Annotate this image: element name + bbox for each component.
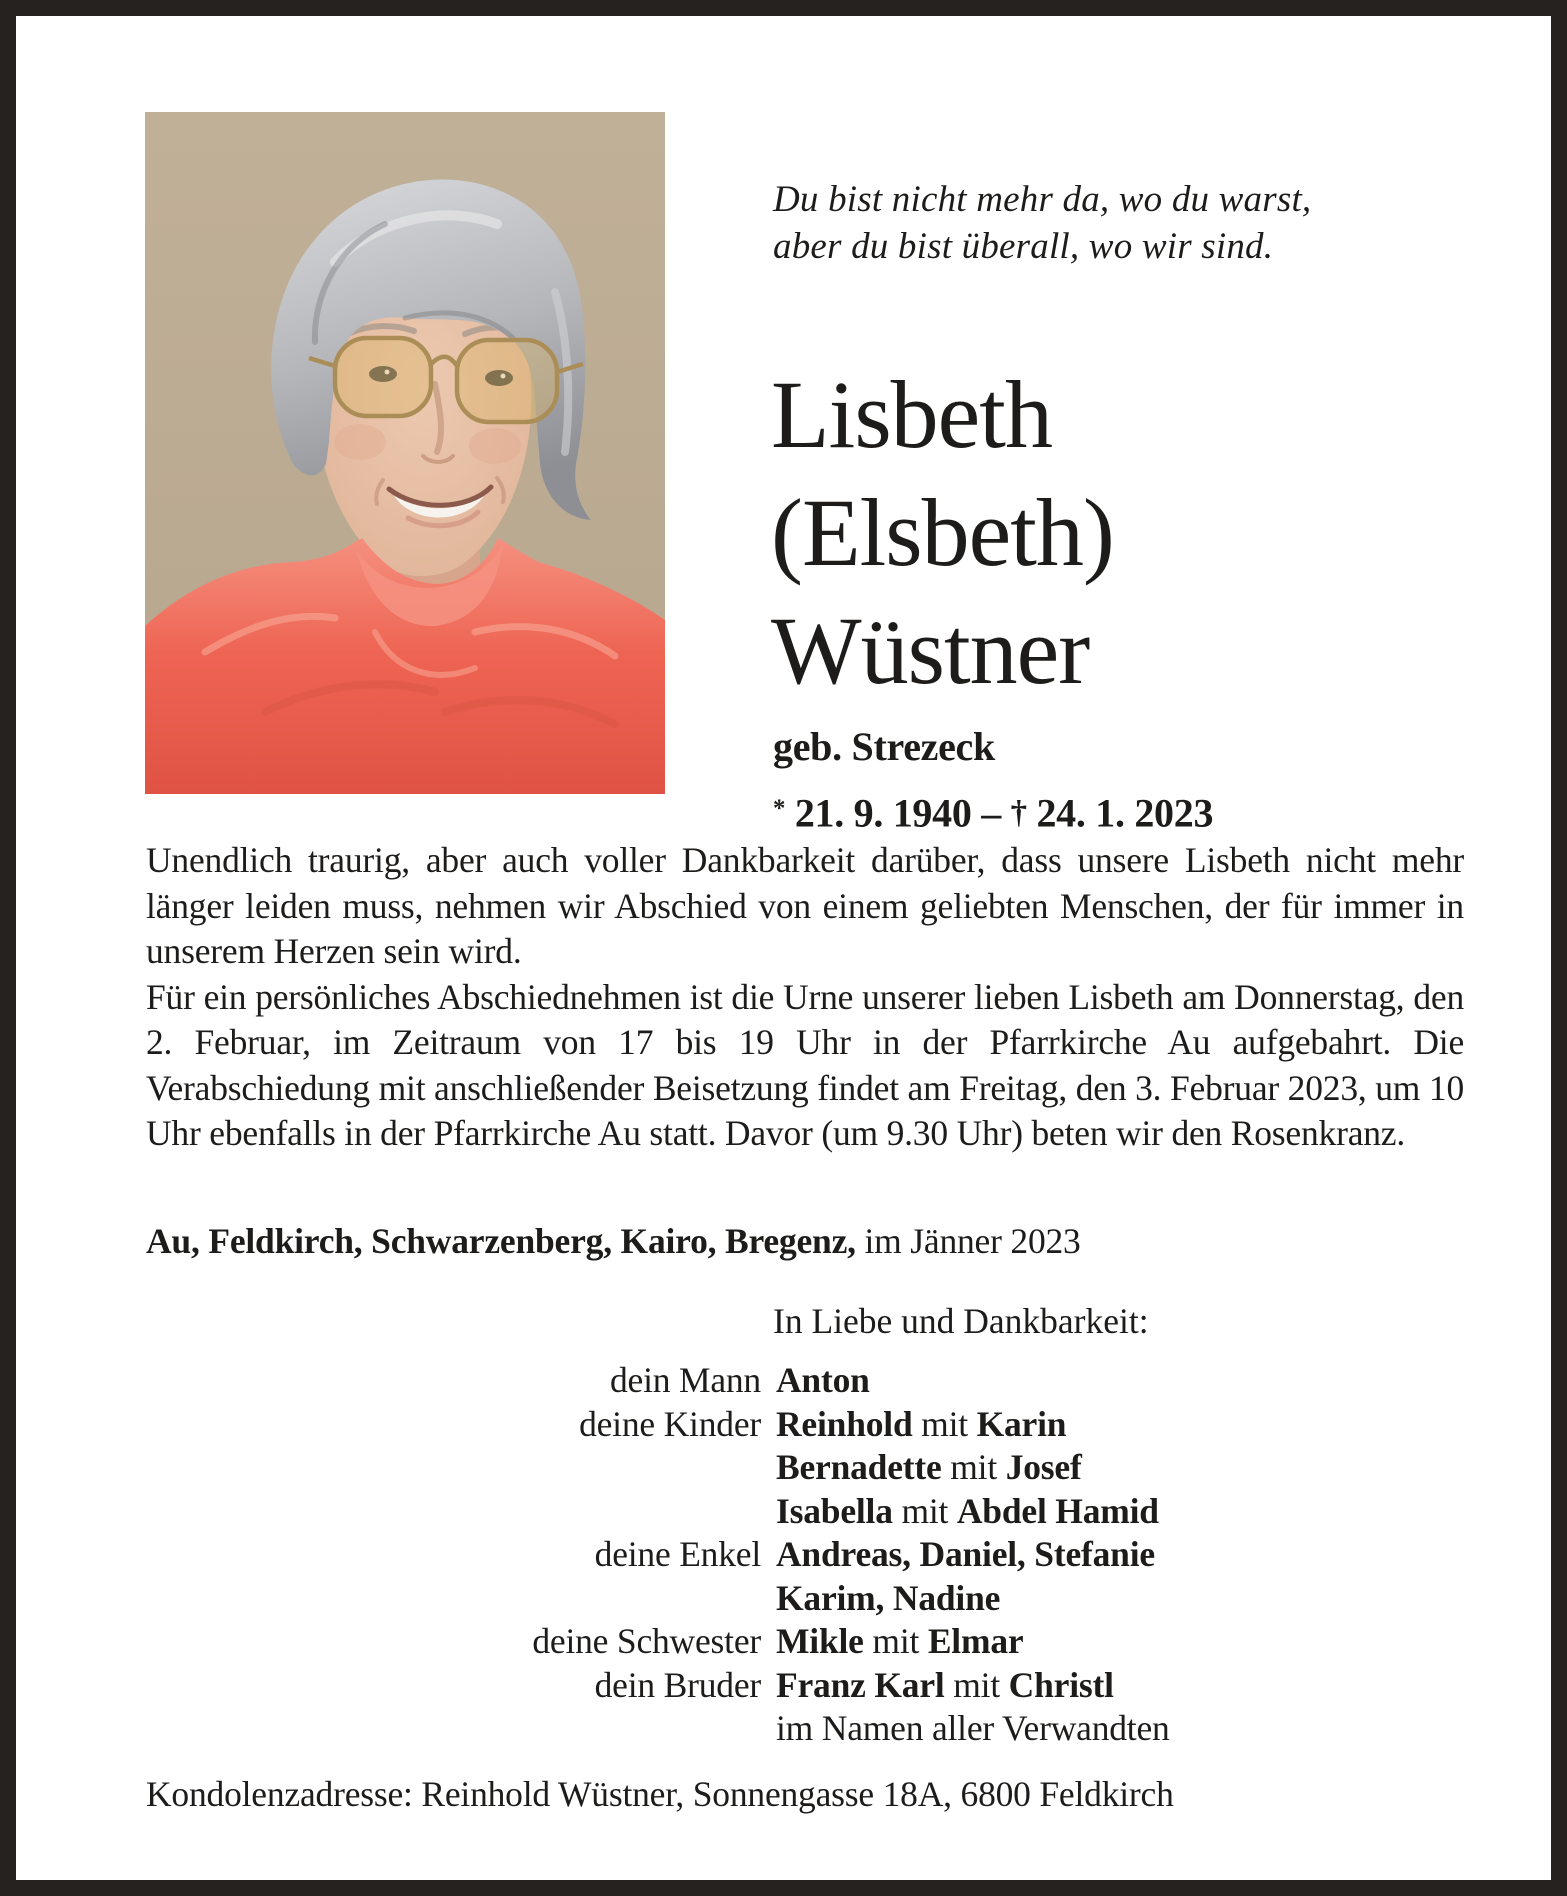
- family-role: [146, 1446, 761, 1490]
- family-member-name: Franz Karl: [776, 1664, 945, 1705]
- family-row: [146, 1359, 1466, 1403]
- dateline-places: Au, Feldkirch, Schwarzenberg, Kairo, Bregenz,: [146, 1221, 856, 1261]
- family-member-name: Karin: [976, 1403, 1067, 1444]
- family-names: [776, 1707, 1466, 1751]
- epigraph-line1: Du bist nicht mehr da, wo du warst,: [773, 179, 1312, 220]
- family-names: [776, 1533, 1466, 1577]
- family-row: [146, 1577, 1466, 1621]
- family-row: [146, 1490, 1466, 1534]
- family-role: deine Kinder: [579, 1403, 761, 1444]
- family-role: dein Mann: [609, 1360, 761, 1400]
- family-connector: mit: [944, 1664, 1009, 1705]
- family-member-name: Bernadette: [776, 1447, 942, 1487]
- dateline-date: im Jänner 2023: [864, 1221, 1081, 1261]
- maiden-name: geb. Strezeck: [773, 724, 995, 769]
- family-member-name: Anton: [776, 1360, 870, 1400]
- family-member-name: Isabella: [776, 1490, 893, 1531]
- family-row: [146, 1446, 1466, 1490]
- family-connector: mit: [892, 1490, 957, 1531]
- death-date: 24. 1. 2023: [1036, 790, 1214, 836]
- deceased-name: [771, 356, 1114, 710]
- family-row: [146, 1664, 1466, 1708]
- family-names: [776, 1403, 1466, 1447]
- portrait-illustration: [145, 112, 665, 794]
- family-list: [146, 1359, 1466, 1751]
- family-row: [146, 1707, 1466, 1751]
- birth-star-symbol: *: [773, 795, 786, 822]
- family-names: [776, 1620, 1466, 1664]
- family-member-name: Karim, Nadine: [776, 1577, 1001, 1618]
- family-member-name: Abdel Hamid: [956, 1490, 1159, 1531]
- family-names: [776, 1359, 1466, 1403]
- family-connector: im Namen aller Verwandten: [776, 1708, 1170, 1748]
- family-connector: mit: [941, 1447, 1006, 1487]
- family-names: [776, 1664, 1466, 1708]
- condolence-address: Kondolenzadresse: Reinhold Wüstner, Sonnengasse 18A, 6800 Feldkirch: [146, 1774, 1174, 1814]
- family-member-name: Andreas, Daniel, Stefanie: [776, 1534, 1155, 1574]
- announcement-text: [146, 838, 1464, 1157]
- closing-salutation: In Liebe und Dankbarkeit:: [773, 1301, 1149, 1341]
- family-role: deine Schwester: [532, 1621, 761, 1661]
- name-line1: Lisbeth: [771, 361, 1052, 468]
- death-cross-symbol: †: [1010, 795, 1027, 832]
- family-connector: mit: [863, 1621, 928, 1661]
- family-row: [146, 1533, 1466, 1577]
- family-member-name: Josef: [1005, 1447, 1082, 1487]
- life-dates: [773, 784, 1213, 838]
- portrait-photo: [145, 112, 665, 794]
- announcement-paragraph-1: Unendlich traurig, aber auch voller Dankbarkeit darüber, dass unsere Lisbeth nicht mehr länger leiden muss, nehmen wir Abschied von einem geliebten Menschen, der für immer in unserem Herzen sein wird.: [146, 840, 1464, 971]
- epigraph-line2: aber du bist überall, wo wir sind.: [773, 226, 1274, 267]
- dateline: [146, 1219, 1464, 1264]
- family-role: dein Bruder: [594, 1664, 761, 1705]
- date-separator: –: [981, 790, 1001, 836]
- family-member-name: Reinhold: [776, 1403, 913, 1444]
- family-role: deine Enkel: [594, 1534, 761, 1574]
- name-line3: Wüstner: [771, 597, 1090, 704]
- family-row: [146, 1403, 1466, 1447]
- family-connector: mit: [912, 1403, 977, 1444]
- family-role: [146, 1490, 761, 1534]
- family-names: [776, 1446, 1466, 1490]
- name-line2: (Elsbeth): [771, 479, 1114, 586]
- family-member-name: Christl: [1008, 1664, 1114, 1705]
- family-member-name: Elmar: [927, 1621, 1024, 1661]
- family-member-name: Mikle: [776, 1621, 864, 1661]
- family-names: [776, 1577, 1466, 1621]
- family-names: [776, 1490, 1466, 1534]
- family-row: [146, 1620, 1466, 1664]
- epigraph: [773, 176, 1311, 270]
- announcement-paragraph-2: Für ein persönliches Abschiednehmen ist die Urne unserer lieben Lisbeth am Donnerstag, den 2. Februar, im Zeitraum von 17 bis 19 Uhr in der Pfarrkirche Au aufgebahrt. Die Verabschiedung mit anschließender Beisetzung findet am Freitag, den 3. Februar 2023, um 10 Uhr ebenfalls in der Pfarrkirche Au statt. Davor (um 9.30 Uhr) beten wir den Rosenkranz.: [146, 976, 1464, 1153]
- family-role: [146, 1707, 761, 1751]
- family-role: [146, 1577, 761, 1621]
- birth-date: 21. 9. 1940: [794, 790, 972, 836]
